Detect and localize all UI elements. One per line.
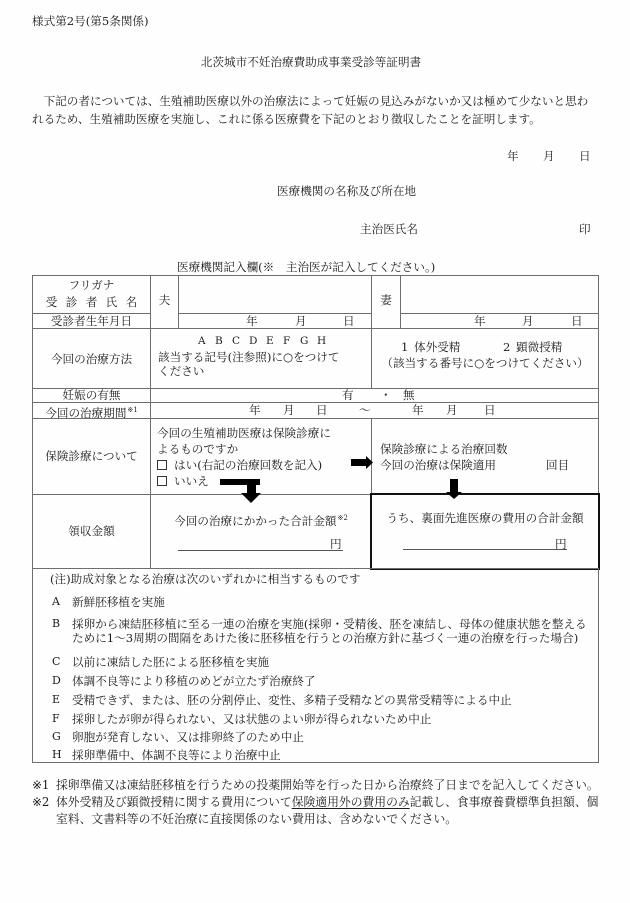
institution-label: 医療機関の名称及び所在地 — [277, 184, 417, 198]
issue-date-year-label: 年 — [507, 149, 519, 163]
checkbox-icon — [157, 460, 167, 470]
method-codes-instruction: 該当する記号(注参照)に○をつけて ください — [158, 350, 340, 378]
method-code: H — [317, 335, 327, 347]
bent-down-arrow-icon — [219, 478, 261, 505]
fertilization-option-label: 体外受精 — [414, 340, 461, 354]
period-end-year-label: 年 — [412, 403, 424, 417]
wife-birth-year-label: 年 — [474, 314, 486, 328]
husband-birth-year-label: 年 — [246, 314, 258, 328]
note-letter: A — [52, 595, 60, 608]
pregnancy-separator: ・ — [380, 388, 392, 402]
period-note-mark: ※1 — [127, 406, 138, 414]
fertilization-option-number: 1 — [401, 340, 409, 354]
insurance-question: 今回の生殖補助医療は保険診療に よるものですか — [157, 426, 331, 456]
period-start-year-label: 年 — [249, 403, 261, 417]
insurance-count-label: 今回の治療は保険適用 — [380, 458, 496, 472]
section-label: 医療機関記入欄(※ 主治医が記入してください。) — [177, 260, 436, 274]
period-label-cell — [32, 402, 151, 419]
wife-label-cell — [371, 275, 401, 329]
form-number: 様式第2号(第5条関係) — [32, 14, 149, 28]
insurance-option-no-label: いいえ — [174, 474, 209, 488]
footnote-text-underlined: 保険適用外の費用のみ — [291, 795, 410, 809]
note-letter: G — [52, 730, 61, 743]
method-code: A — [198, 335, 206, 347]
note-text: 採卵から凍結胚移植に至る一連の治療を実施(採卵・受精後、胚を凍結し、母体の健康状態を整える ために1～3周期の間隔をあけた後に胚移植を行うとの治療方針に基づく一連の治療を行った場合) — [72, 617, 587, 645]
method-code: D — [249, 335, 258, 347]
note-letter: B — [52, 617, 61, 630]
issue-date-day-label: 日 — [579, 149, 591, 163]
issue-date-month-label: 月 — [543, 149, 555, 163]
period-range-separator: ～ — [359, 403, 371, 417]
footnote-text-after: 記載し、食事療養費標準負担額、個 室料、文書料等の不妊治療に直接関係のない費用は、含めないでください。 — [56, 795, 599, 826]
birthdate-label-cell — [32, 313, 151, 329]
insurance-option-yes-label: はい(右記の治療回数を記入) — [174, 458, 323, 472]
method-code: C — [232, 335, 241, 347]
receipt-advanced-amount-line — [403, 549, 567, 550]
pregnancy-no: 無 — [403, 388, 415, 402]
method-label-cell — [32, 328, 151, 389]
pregnancy-value-cell — [150, 388, 599, 403]
patient-name-label-cell — [32, 275, 151, 314]
period-end-month-label: 月 — [446, 403, 458, 417]
receipt-total-currency: 円 — [330, 537, 342, 551]
fertilization-option-number: 2 — [503, 340, 511, 354]
receipt-total-note-mark: ※2 — [337, 514, 348, 522]
note-text: 新鮮胚移植を実施 — [72, 595, 165, 609]
down-arrow-icon — [446, 479, 462, 500]
method-code: B — [215, 335, 223, 347]
note-text: 採卵したが卵が得られない、又は状態のよい卵が得られないため中止 — [72, 712, 432, 726]
wife-birthdate-field — [400, 313, 599, 329]
pregnancy-label: 妊娠の有無 — [62, 388, 121, 402]
receipt-advanced-cell — [370, 493, 600, 570]
wife-birth-month-label: 月 — [522, 314, 534, 328]
fertilization-instruction: （該当する番号に○をつけてください） — [381, 356, 589, 370]
method-code-list — [198, 334, 334, 348]
footnote-mark: ※2 — [32, 795, 50, 809]
receipt-label: 領収金額 — [68, 524, 115, 538]
note-text: 以前に凍結した胚による胚移植を実施 — [72, 655, 270, 669]
footnote-text-before: 体外受精及び顕微授精に関する費用について — [56, 795, 292, 809]
note-text: 卵胞が発育しない、又は排卵終了のため中止 — [72, 730, 304, 744]
pregnancy-label-cell — [32, 388, 151, 403]
receipt-advanced-label: うち、裏面先進医療の費用の合計金額 — [386, 511, 584, 525]
husband-label: 夫 — [158, 293, 171, 307]
intro-paragraph: 下記の者については、生殖補助医療以外の治療法によって妊娠の見込みがないか又は極めて少ないと思わ れるため、生殖補助医療を実施し、これに係る医療費を下記のとおり徴収したことを証明します。 — [32, 94, 589, 126]
checkbox-icon — [157, 476, 167, 486]
period-value-cell — [150, 402, 599, 419]
method-code: F — [283, 335, 291, 347]
patient-name-label: 受診者氏名 — [45, 295, 146, 309]
method-codes-cell — [150, 328, 372, 389]
insurance-label-cell — [32, 418, 151, 495]
document-title: 北茨城市不妊治療費助成事業受診等証明書 — [200, 55, 422, 69]
receipt-total-cell — [150, 494, 372, 569]
note-letter: D — [52, 674, 61, 687]
husband-birth-month-label: 月 — [295, 314, 307, 328]
note-letter: C — [52, 655, 61, 668]
insurance-count-unit: 回目 — [546, 458, 570, 472]
method-code: E — [266, 335, 274, 347]
receipt-label-cell — [32, 494, 151, 569]
insurance-count-cell — [371, 418, 599, 495]
insurance-question-cell — [150, 418, 372, 495]
wife-birth-day-label: 日 — [571, 314, 583, 328]
period-start-month-label: 月 — [283, 403, 295, 417]
note-letter: E — [52, 693, 61, 706]
footnote-text: 採卵準備又は凍結胚移植を行うための投薬開始等を行った日から治療終了日までを記入してください。 — [56, 778, 599, 792]
husband-birth-day-label: 日 — [343, 314, 355, 328]
footnote-mark: ※1 — [32, 778, 50, 792]
birthdate-label: 受診者生年月日 — [50, 314, 133, 328]
period-end-day-label: 日 — [484, 403, 496, 417]
doctor-name-label: 主治医氏名 — [360, 222, 418, 236]
husband-name-field — [178, 275, 372, 314]
notes-heading: (注)助成対象となる治療は次のいずれかに相当するものです — [50, 572, 361, 586]
receipt-advanced-currency: 円 — [555, 537, 567, 551]
note-text: 受精できず、または、胚の分割停止、変性、多精子受精などの異常受精等による中止 — [72, 693, 512, 707]
receipt-total-label-wrap — [151, 511, 371, 528]
furigana-label: フリガナ — [68, 278, 115, 292]
note-letter: F — [52, 712, 60, 725]
husband-label-cell — [150, 275, 179, 329]
insurance-label: 保険診療について — [45, 449, 138, 463]
fertilization-cell — [371, 328, 599, 389]
insurance-count-heading: 保険診療による治療回数 — [380, 442, 508, 456]
wife-name-field — [400, 275, 599, 314]
note-text: 採卵準備中、体調不良等により治療中止 — [72, 748, 281, 762]
seal-mark: 印 — [579, 222, 591, 236]
footnote-text — [56, 794, 616, 828]
receipt-total-label: 今回の治療にかかった合計金額 — [174, 514, 337, 528]
note-text: 体調不良等により移植のめどが立たず治療終了 — [72, 674, 316, 688]
method-label: 今回の治療方法 — [50, 352, 133, 366]
notes-box — [32, 568, 599, 763]
husband-birthdate-field — [178, 313, 372, 329]
wife-label: 妻 — [380, 293, 392, 307]
period-start-day-label: 日 — [316, 403, 328, 417]
note-letter: H — [52, 748, 62, 761]
method-code: G — [300, 335, 309, 347]
receipt-total-amount-line — [178, 550, 343, 551]
right-arrow-icon — [351, 456, 374, 469]
fertilization-option-label: 顕微授精 — [516, 340, 563, 354]
insurance-option-yes — [157, 457, 331, 473]
period-label: 今回の治療期間 — [45, 406, 127, 420]
pregnancy-yes: 有 — [342, 388, 354, 402]
